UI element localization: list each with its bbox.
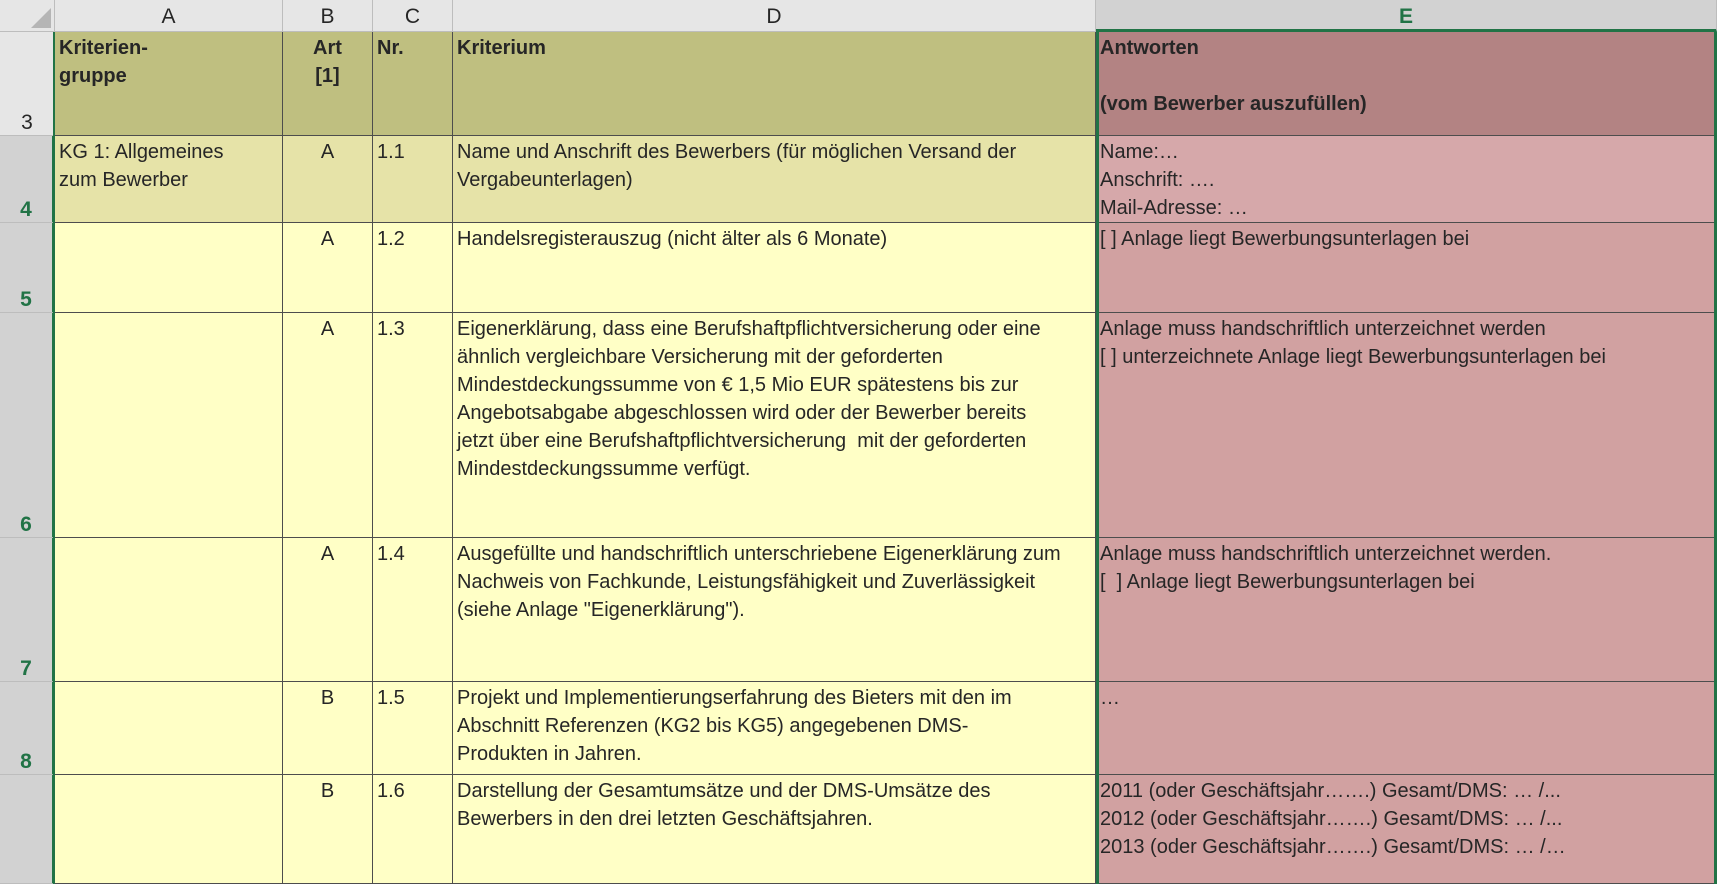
cell-number[interactable]: 1.3 <box>373 313 453 538</box>
cell-type[interactable]: A <box>283 136 373 223</box>
cell-answer[interactable]: 2011 (oder Geschäftsjahr…….) Gesamt/DMS: … /... 2012 (oder Geschäftsjahr…….) Gesamt/DMS: … /... 2013 (oder Geschäftsjahr…….) Gesamt/DMS: … /… <box>1096 775 1717 884</box>
row-number: 6 <box>20 513 32 536</box>
cell-criterion[interactable]: Handelsregisterauszug (nicht älter als 6 Monate) <box>453 223 1096 313</box>
select-all-corner[interactable] <box>0 0 55 32</box>
cell-answer[interactable]: Name:… Anschrift: …. Mail-Adresse: … <box>1096 136 1717 223</box>
cell-answer[interactable]: [ ] Anlage liegt Bewerbungsunterlagen bei <box>1096 223 1717 313</box>
cell-criterion[interactable]: Ausgefüllte und handschriftlich unterschriebene Eigenerklärung zum Nachweis von Fachkunde, Leistungsfähigkeit und Zuverlässigkeit (siehe Anlage "Eigenerklärung"). <box>453 538 1096 682</box>
cell-number[interactable]: 1.1 <box>373 136 453 223</box>
row-number: 7 <box>20 657 32 680</box>
row-header-3[interactable] <box>0 32 55 136</box>
row-header-8[interactable] <box>0 682 55 775</box>
cell-criteria-group[interactable] <box>55 538 283 682</box>
column-header-b[interactable]: B <box>283 0 373 32</box>
cell-criteria-group[interactable]: KG 1: Allgemeines zum Bewerber <box>55 136 283 223</box>
cell-type[interactable]: A <box>283 313 373 538</box>
cell-criteria-group[interactable] <box>55 775 283 884</box>
selection-border-left <box>53 32 55 884</box>
header-cell-number[interactable]: Nr. <box>373 32 453 136</box>
row-header-6[interactable] <box>0 313 55 538</box>
column-header-a[interactable]: A <box>55 0 283 32</box>
cell-number[interactable]: 1.6 <box>373 775 453 884</box>
cell-criteria-group[interactable] <box>55 223 283 313</box>
column-header-d[interactable]: D <box>453 0 1096 32</box>
cell-criteria-group[interactable] <box>55 313 283 538</box>
cell-number[interactable]: 1.2 <box>373 223 453 313</box>
column-header-c[interactable]: C <box>373 0 453 32</box>
cell-answer[interactable]: Anlage muss handschriftlich unterzeichnet werden. [ ] Anlage liegt Bewerbungsunterlagen bei <box>1096 538 1717 682</box>
select-all-triangle-icon <box>31 8 51 28</box>
row-number: 5 <box>20 288 32 311</box>
cell-number[interactable]: 1.4 <box>373 538 453 682</box>
cell-type[interactable]: A <box>283 538 373 682</box>
row-header-4[interactable] <box>0 136 55 223</box>
cell-type[interactable]: B <box>283 682 373 775</box>
cell-answer[interactable]: … <box>1096 682 1717 775</box>
cell-criterion[interactable]: Projekt und Implementierungserfahrung des Bieters mit den im Abschnitt Referenzen (KG2 bis KG5) angegebenen DMS- Produkten in Jahren. <box>453 682 1096 775</box>
header-cell-criteria-group[interactable]: Kriterien- gruppe <box>55 32 283 136</box>
cell-number[interactable]: 1.5 <box>373 682 453 775</box>
row-header-7[interactable] <box>0 538 55 682</box>
header-cell-criterion[interactable]: Kriterium <box>453 32 1096 136</box>
cell-criterion[interactable]: Name und Anschrift des Bewerbers (für möglichen Versand der Vergabeunterlagen) <box>453 136 1096 223</box>
row-header-5[interactable] <box>0 223 55 313</box>
cell-type[interactable]: B <box>283 775 373 884</box>
cell-answer[interactable]: Anlage muss handschriftlich unterzeichnet werden [ ] unterzeichnete Anlage liegt Bewerbungsunterlagen bei <box>1096 313 1717 538</box>
row-number: 3 <box>21 111 33 134</box>
row-number: 4 <box>20 198 32 221</box>
column-header-e[interactable]: E <box>1096 0 1717 32</box>
row-header-9[interactable] <box>0 775 55 884</box>
header-cell-type[interactable]: Art [1] <box>283 32 373 136</box>
row-number: 8 <box>20 750 32 773</box>
cell-criterion[interactable]: Darstellung der Gesamtumsätze und der DMS-Umsätze des Bewerbers in den drei letzten Geschäftsjahren. <box>453 775 1096 884</box>
cell-type[interactable]: A <box>283 223 373 313</box>
cell-criterion[interactable]: Eigenerklärung, dass eine Berufshaftpflichtversicherung oder eine ähnlich vergleichbare Versicherung mit der geforderten Mindestdeckungssumme von € 1,5 Mio EUR spätestens bis zur Angebotsabgabe abgeschlossen wird oder der Bewerber bereits jetzt über eine Berufshaftpflichtversicherung mit der geforderten Mindestdeckungssumme verfügt. <box>453 313 1096 538</box>
cell-criteria-group[interactable] <box>55 682 283 775</box>
header-cell-answers[interactable]: Antworten (vom Bewerber auszufüllen) <box>1096 32 1717 136</box>
